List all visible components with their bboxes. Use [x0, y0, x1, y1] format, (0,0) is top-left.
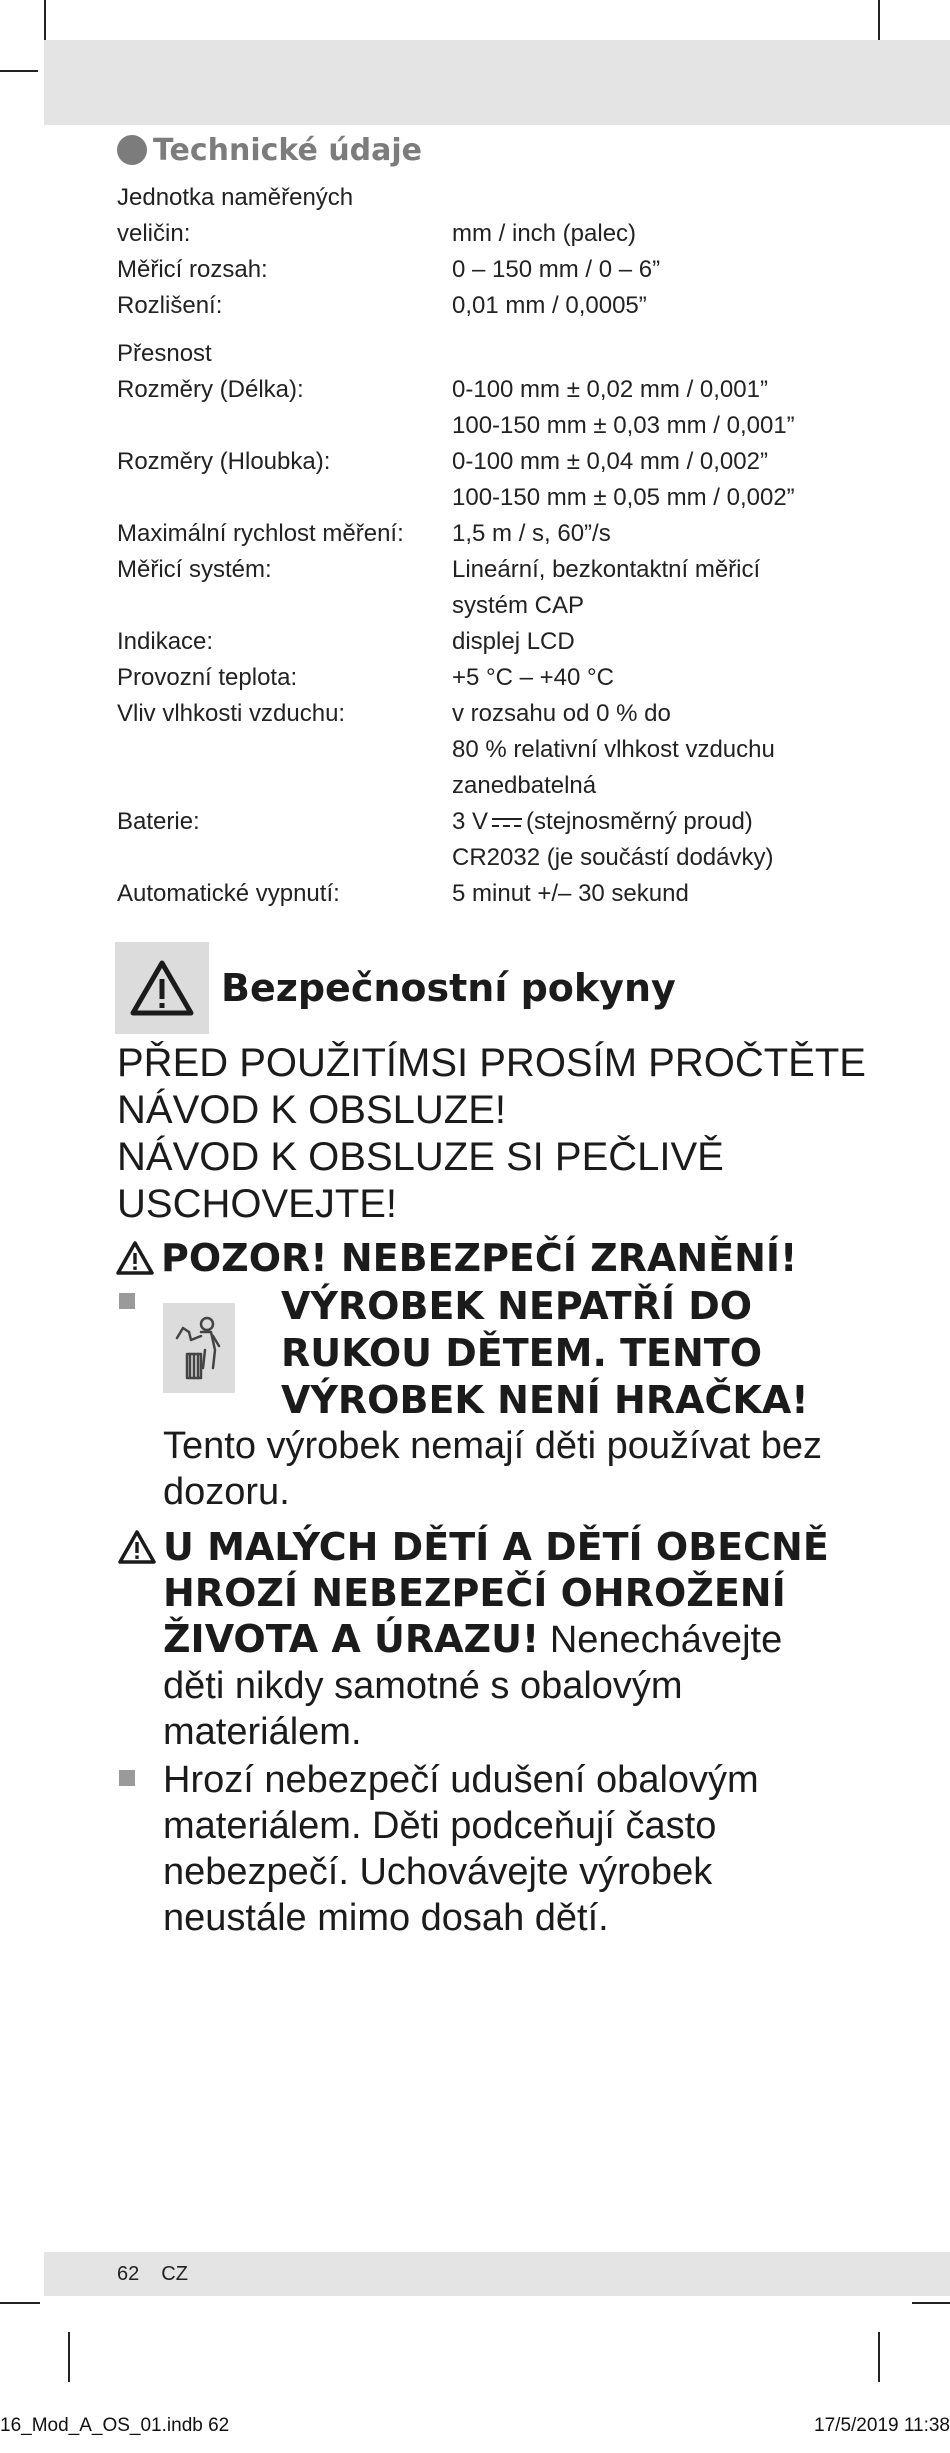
spec-value: 100-150 mm ± 0,03 mm / 0,001” — [452, 412, 795, 439]
spec-label: Automatické vypnutí: — [117, 880, 340, 907]
safety-title: Bezpečnostní pokyny — [221, 966, 676, 1010]
spec-row — [117, 288, 877, 324]
text-line: VÝROBEK NENÍ HRAČKA! — [281, 1378, 809, 1422]
text-line: USCHOVEJTE! — [117, 1182, 398, 1226]
text-line: dozoru. — [163, 1471, 290, 1513]
spec-value: 100-150 mm ± 0,05 mm / 0,002” — [452, 484, 795, 511]
spec-value: Lineární, bezkontaktní měřicí — [452, 556, 761, 583]
spec-label: Přesnost — [117, 340, 212, 367]
print-slug-file: 16_Mod_A_OS_01.indb 62 — [0, 2415, 230, 2436]
text-line: děti nikdy samotné s obalovým — [163, 1665, 683, 1707]
spec-label: Baterie: — [117, 808, 200, 835]
page-footer — [117, 2254, 210, 2294]
spec-value: zanedbatelná — [452, 772, 597, 799]
spec-value: 0-100 mm ± 0,02 mm / 0,001” — [452, 376, 768, 403]
spec-row — [117, 444, 877, 480]
text-line: Nenechávejte — [539, 1619, 783, 1661]
spec-value: CR2032 (je součástí dodávky) — [452, 844, 774, 871]
text-line: U MALÝCH DĚTÍ A DĚTÍ OBECNĚ — [163, 1525, 829, 1569]
spec-label: Měřicí rozsah: — [117, 256, 268, 283]
spec-label: Maximální rychlost měření: — [117, 520, 404, 547]
spec-label: Rozměry (Délka): — [117, 376, 304, 403]
spec-label: Provozní teplota: — [117, 664, 298, 691]
spec-value: 80 % relativní vlhkost vzduchu — [452, 736, 775, 763]
crop-mark — [68, 2332, 70, 2382]
spec-value: +5 °C – +40 °C — [452, 664, 614, 691]
text-line: ŽIVOTA A ÚRAZU! — [163, 1617, 540, 1661]
section-heading — [117, 128, 422, 172]
spec-row — [117, 840, 877, 876]
spec-label: Indikace: — [117, 628, 214, 655]
spec-label — [117, 840, 452, 876]
warning-triangle-icon — [115, 1529, 159, 1565]
spec-row — [117, 660, 877, 696]
child-warning-icon — [163, 1303, 235, 1393]
spec-row — [117, 180, 877, 216]
list-bullet — [119, 1770, 135, 1786]
child-warning-text — [281, 1283, 809, 1424]
crop-mark — [878, 0, 880, 40]
suffocation-text — [163, 1757, 883, 1941]
spec-row — [117, 216, 877, 252]
spec-value: 0 – 150 mm / 0 – 6” — [452, 256, 661, 283]
section-title: Technické údaje — [153, 132, 423, 168]
spec-value: 5 minut +/– 30 sekund — [452, 880, 689, 907]
crop-mark — [44, 0, 46, 40]
dc-current-icon — [492, 816, 522, 830]
safety-heading — [115, 942, 676, 1034]
text-line: materiálem. Děti podceňují často — [163, 1805, 717, 1847]
spec-value: 0,01 mm / 0,0005” — [452, 292, 647, 319]
spec-value — [452, 336, 877, 372]
crop-mark — [912, 2302, 950, 2304]
danger-injury-heading — [115, 1235, 797, 1281]
spec-row — [117, 768, 877, 804]
spec-value: 0-100 mm ± 0,04 mm / 0,002” — [452, 448, 768, 475]
spec-value: 1,5 m / s, 60”/s — [452, 520, 611, 547]
spec-table — [117, 180, 877, 912]
spec-label: Jednotka naměřených — [117, 184, 354, 211]
spec-row — [117, 624, 877, 660]
text-line: NÁVOD K OBSLUZE! — [117, 1088, 506, 1132]
spec-row — [117, 408, 877, 444]
spec-value — [452, 180, 877, 216]
spec-value: mm / inch (palec) — [452, 220, 637, 247]
spec-label — [117, 480, 452, 516]
spec-row — [117, 804, 877, 840]
spec-row — [117, 252, 877, 288]
spec-label: veličin: — [117, 220, 191, 247]
text-line: Hrozí nebezpečí udušení obalovým — [163, 1759, 759, 1801]
battery-voltage: 3 V — [452, 808, 489, 835]
spec-row — [117, 516, 877, 552]
spec-label — [117, 732, 452, 768]
text-line: Tento výrobek nemají děti používat bez — [163, 1425, 823, 1467]
spec-row — [117, 876, 877, 912]
danger-life-block — [115, 1524, 875, 1755]
spec-label: Měřicí systém: — [117, 556, 272, 583]
warning-triangle-icon — [115, 942, 209, 1034]
spec-row — [117, 372, 877, 408]
page-number: 62 — [117, 2263, 140, 2285]
header-band — [44, 40, 950, 125]
spec-label — [117, 768, 452, 804]
supervision-text — [163, 1423, 883, 1515]
spec-row — [117, 588, 877, 624]
read-instructions-text — [117, 1040, 917, 1228]
text-line: HROZÍ NEBEZPEČÍ OHROŽENÍ — [163, 1571, 786, 1615]
spec-value: v rozsahu od 0 % do — [452, 700, 671, 727]
crop-mark — [878, 2332, 880, 2382]
bullet-icon — [117, 135, 147, 165]
crop-mark — [0, 70, 38, 72]
spec-row — [117, 696, 877, 732]
text-line: nebezpečí. Uchovávejte výrobek — [163, 1851, 713, 1893]
language-code: CZ — [161, 2263, 188, 2285]
warning-triangle-icon — [115, 1240, 155, 1276]
spec-label — [117, 588, 452, 624]
spec-value: displej LCD — [452, 628, 575, 655]
crop-mark — [0, 2302, 40, 2304]
text-line: neustále mimo dosah dětí. — [163, 1897, 609, 1939]
spec-row — [117, 336, 877, 372]
text-line: RUKOU DĚTEM. TENTO — [281, 1331, 763, 1375]
text-line: VÝROBEK NEPATŘÍ DO — [281, 1284, 753, 1328]
spec-label: Rozměry (Hloubka): — [117, 448, 331, 475]
spec-label: Vliv vlhkosti vzduchu: — [117, 700, 346, 727]
danger-injury-text: POZOR! NEBEZPEČÍ ZRANĚNÍ! — [161, 1236, 798, 1280]
spec-row — [117, 480, 877, 516]
spec-value — [452, 804, 877, 840]
print-slug-date: 17/5/2019 11:38 — [814, 2415, 950, 2436]
spec-row — [117, 732, 877, 768]
text-line: NÁVOD K OBSLUZE SI PEČLIVĚ — [117, 1135, 724, 1179]
list-bullet — [119, 1293, 135, 1309]
spec-value: systém CAP — [452, 592, 585, 619]
spec-label: Rozlišení: — [117, 292, 223, 319]
text-line: materiálem. — [163, 1711, 362, 1753]
spec-row — [117, 552, 877, 588]
battery-current-type: (stejnosměrný proud) — [526, 808, 753, 835]
text-line: PŘED POUŽITÍMSI PROSÍM PROČTĚTE — [117, 1041, 866, 1085]
spec-label — [117, 408, 452, 444]
